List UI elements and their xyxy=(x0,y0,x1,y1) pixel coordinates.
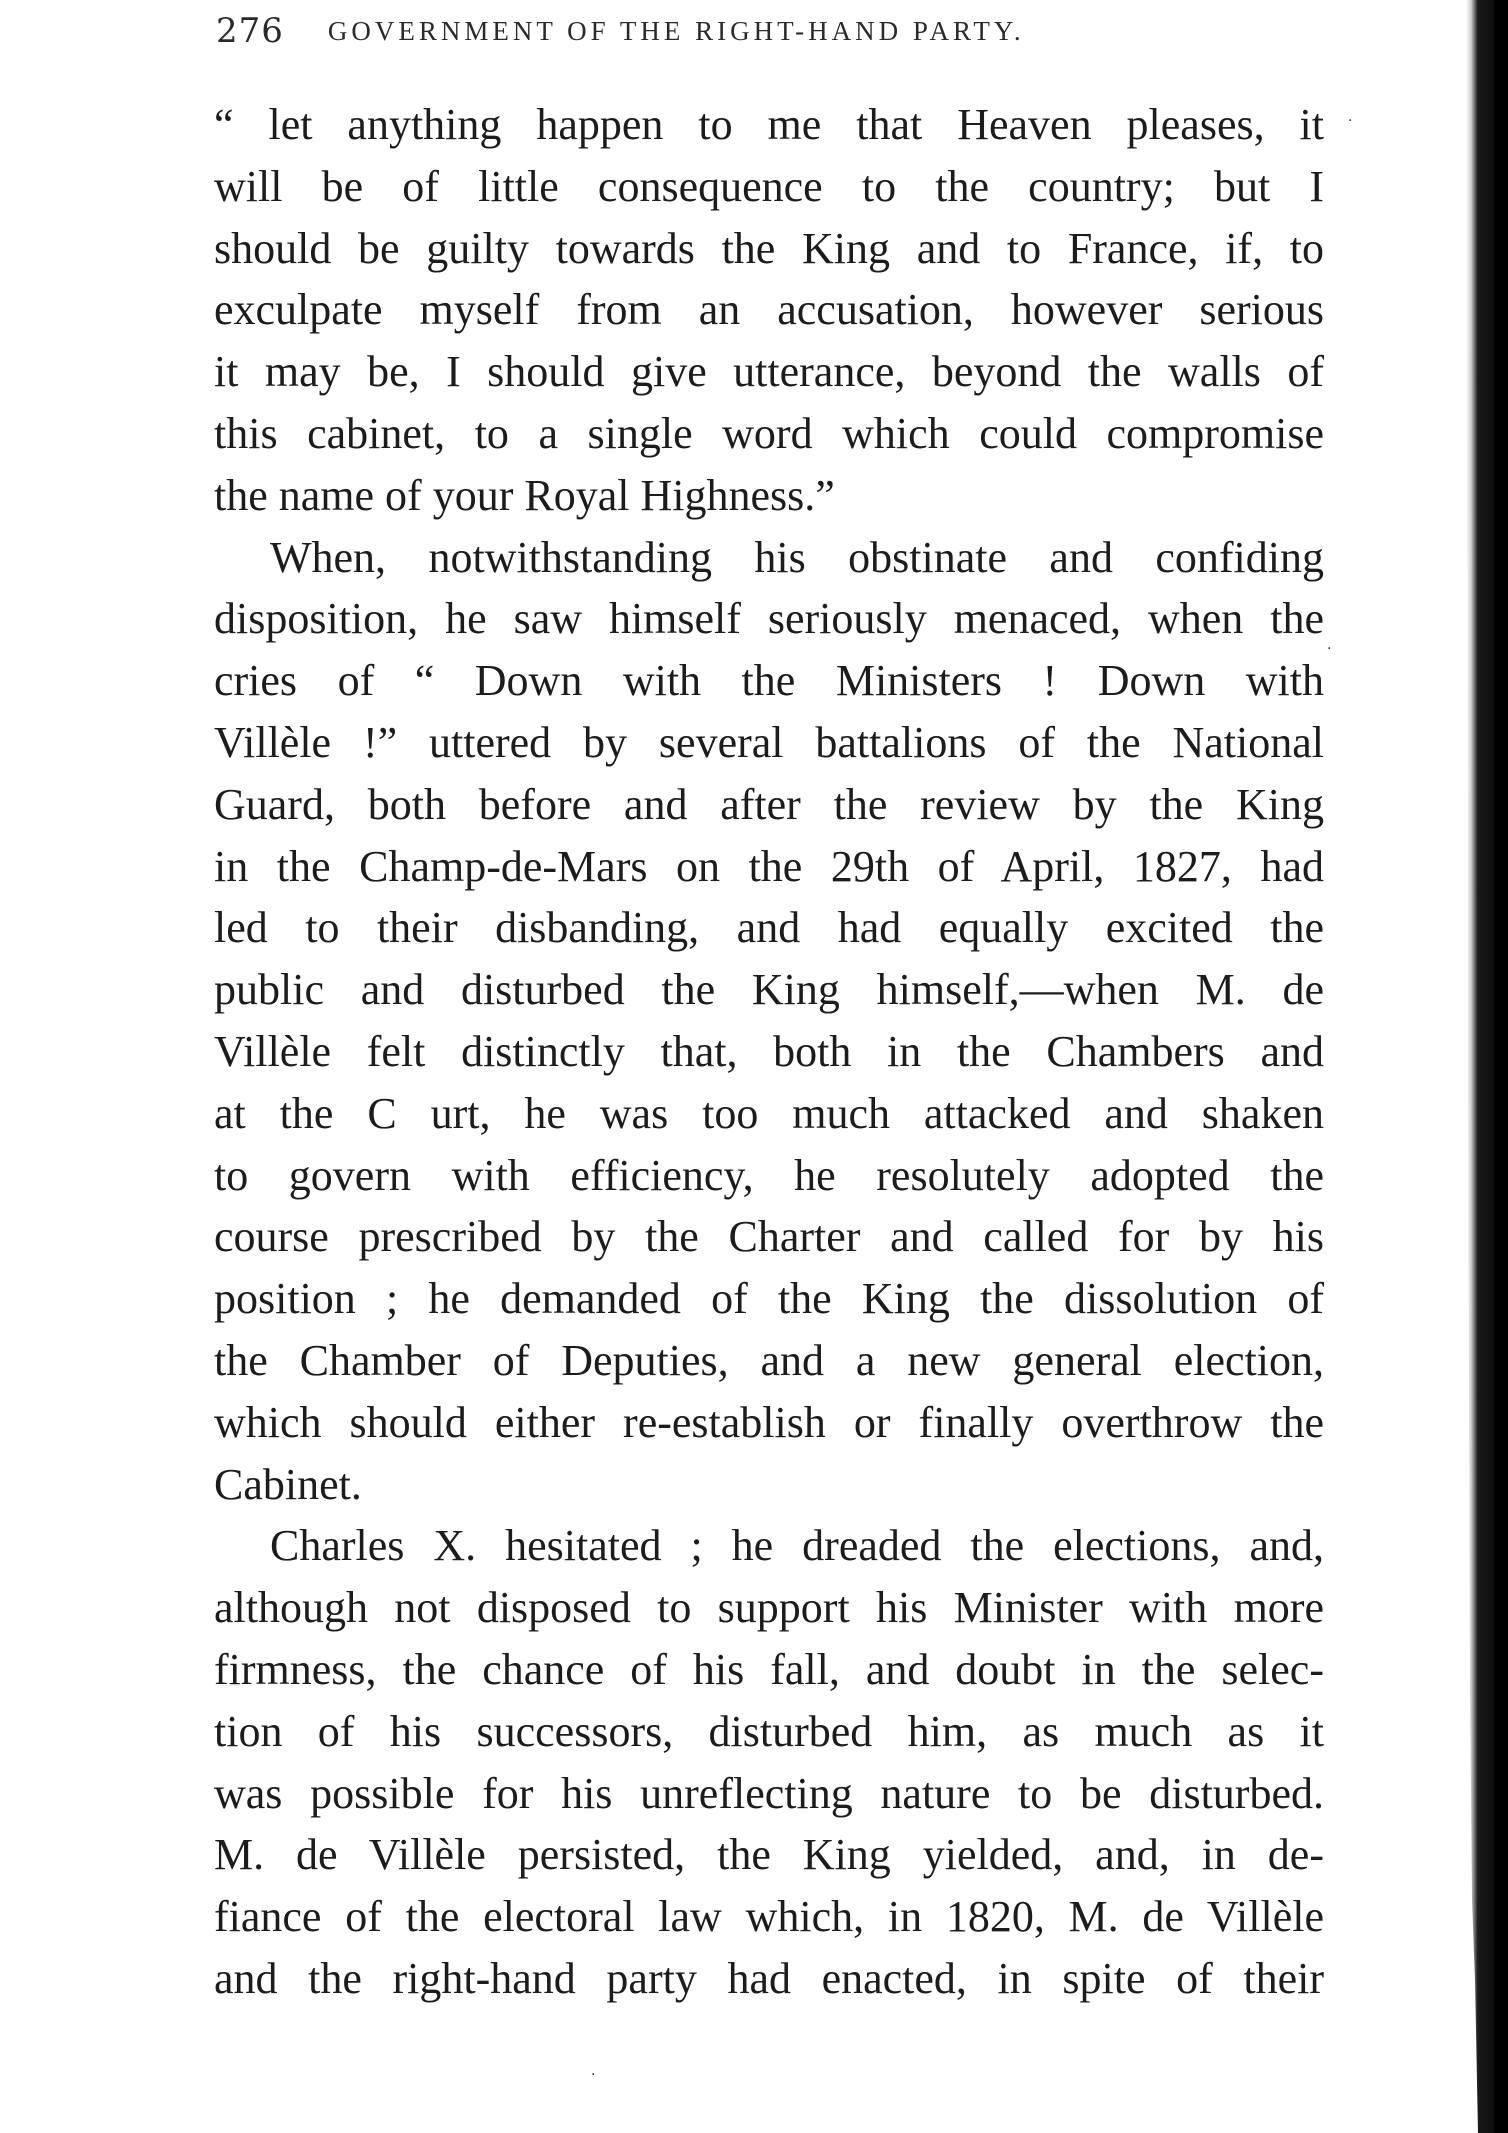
text-line: firmness, the chance of his fall, and doubt in the selec- xyxy=(214,1644,1324,1694)
text-line: was possible for his unreflecting nature to be disturbed. xyxy=(214,1768,1324,1818)
text-line: in the Champ-de-Mars on the 29th of April, 1827, had xyxy=(214,841,1324,891)
text-line: cries of “ Down with the Ministers ! Down with xyxy=(214,656,1324,706)
text-line: M. de Villèle persisted, the King yielded, and, in de- xyxy=(214,1830,1324,1880)
paragraph-2 xyxy=(214,527,1324,1516)
text-line: disposition, he saw himself seriously menaced, when the xyxy=(214,594,1324,644)
text-line: the Chamber of Deputies, and a new general election, xyxy=(214,1335,1324,1385)
text-line: fiance of the electoral law which, in 1820, M. de Villèle xyxy=(214,1892,1324,1942)
text-line: will be of little consequence to the country; but I xyxy=(214,161,1324,211)
text-line: Charles X. hesitated ; he dreaded the elections, and, xyxy=(270,1521,1324,1571)
text-line: Villèle !” uttered by several battalions of the National xyxy=(214,717,1324,767)
scan-edge-graphic xyxy=(1458,0,1508,2133)
text-line: Cabinet. xyxy=(214,1459,362,1509)
text-line: and the right-hand party had enacted, in spite of their xyxy=(214,1953,1324,2003)
running-head: GOVERNMENT OF THE RIGHT-HAND PARTY. xyxy=(327,15,1025,46)
text-line: When, notwithstanding his obstinate and confiding xyxy=(270,532,1324,582)
body-text xyxy=(214,94,1324,2010)
text-line: led to their disbanding, and had equally excited the xyxy=(214,903,1324,953)
speck-mark: · xyxy=(1348,113,1353,129)
page-header xyxy=(216,6,1336,56)
text-line: it may be, I should give utterance, beyond the walls of xyxy=(214,347,1324,397)
text-line: tion of his successors, disturbed him, as much as it xyxy=(214,1706,1324,1756)
paragraph-3 xyxy=(214,1515,1324,2009)
text-line: Villèle felt distinctly that, both in the Chambers and xyxy=(214,1026,1324,1076)
paragraph-1 xyxy=(214,94,1324,527)
scan-edge-shadow xyxy=(1458,0,1508,2133)
text-line: “ let anything happen to me that Heaven pleases, it xyxy=(214,100,1324,149)
text-line: although not disposed to support his Minister with more xyxy=(214,1583,1324,1633)
page-number: 276 xyxy=(216,11,284,51)
text-line: this cabinet, to a single word which could compromise xyxy=(214,408,1324,458)
text-line: to govern with efficiency, he resolutely adopted the xyxy=(214,1150,1324,1200)
speck-mark: · xyxy=(1327,641,1332,657)
text-line: course prescribed by the Charter and called for by his xyxy=(214,1212,1324,1262)
speck-mark: · xyxy=(591,2067,596,2083)
text-line: public and disturbed the King himself,—when M. de xyxy=(214,965,1324,1015)
text-line: Guard, both before and after the review by the King xyxy=(214,779,1324,829)
text-line: the name of your Royal Highness.” xyxy=(214,470,835,520)
text-line: position ; he demanded of the King the dissolution of xyxy=(214,1274,1324,1324)
text-line: exculpate myself from an accusation, however serious xyxy=(214,285,1324,335)
text-line: at the C urt, he was too much attacked and shaken xyxy=(214,1088,1324,1138)
text-line: which should either re-establish or finally overthrow the xyxy=(214,1397,1324,1447)
text-line: should be guilty towards the King and to France, if, to xyxy=(214,223,1324,273)
